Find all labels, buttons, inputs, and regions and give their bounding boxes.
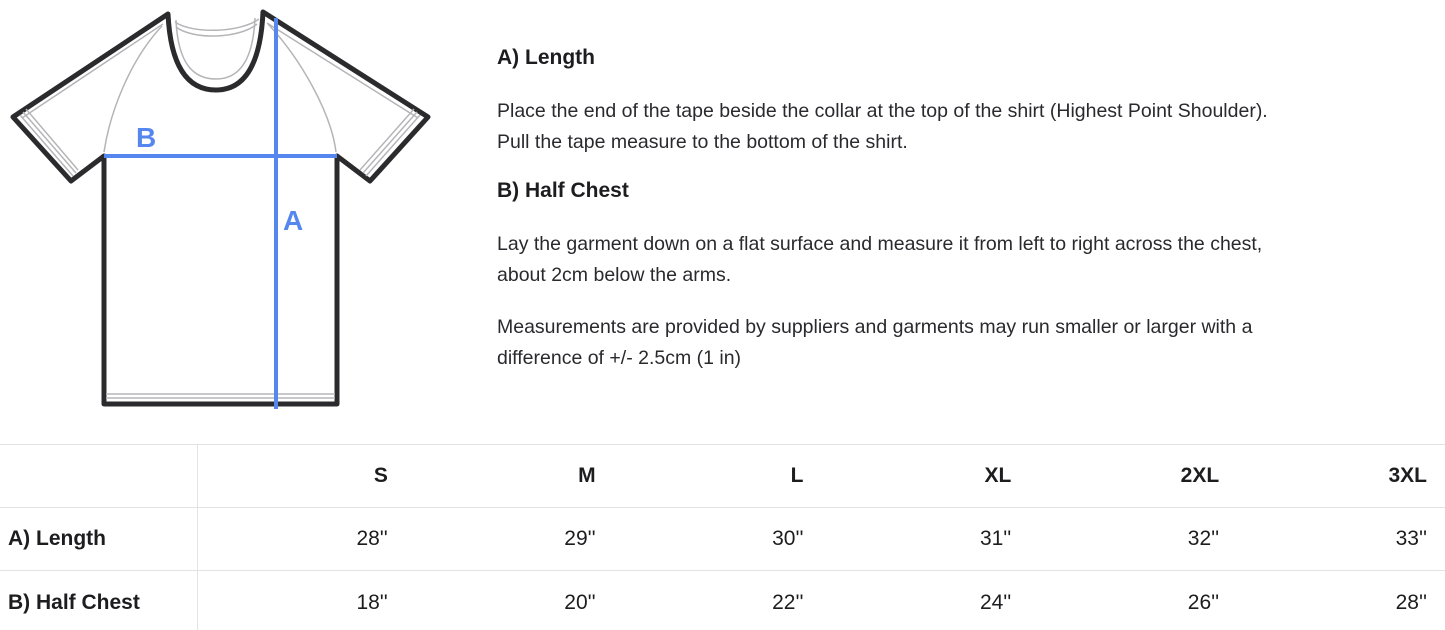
section-a-heading: A) Length	[497, 46, 595, 69]
section-b-line: about 2cm below the arms.	[497, 264, 732, 286]
half-chest-value-l: 22''	[772, 590, 804, 614]
tshirt-measurement-diagram	[0, 0, 445, 425]
supplier-note-paragraph	[497, 312, 1445, 374]
measurement-label-b: B	[136, 122, 157, 153]
supplier-note-line: difference of +/- 2.5cm (1 in)	[497, 347, 742, 369]
size-table-corner-cell	[0, 445, 198, 507]
measurement-instructions	[497, 41, 1445, 395]
section-b-line: Lay the garment down on a flat surface and measure it from left to right across the chest,	[497, 233, 1263, 255]
section-b-paragraph	[497, 229, 1445, 291]
supplier-note-line: Measurements are provided by suppliers and garments may run smaller or larger with a	[497, 316, 1253, 338]
tshirt-outline	[13, 12, 428, 404]
size-table-header-row	[0, 445, 1445, 508]
column-header-s: S	[373, 464, 388, 487]
column-header-3xl: 3XL	[1388, 464, 1427, 487]
measurement-label-a: A	[283, 205, 304, 236]
section-b-heading: B) Half Chest	[497, 179, 629, 202]
half-chest-value-2xl: 26''	[1187, 590, 1220, 614]
length-value-2xl: 32''	[1187, 527, 1220, 550]
row-label-length: A) Length	[0, 508, 198, 570]
column-header-l: L	[790, 464, 804, 487]
section-a-line: Place the end of the tape beside the collar at the top of the shirt (Highest Point Shoulder).	[497, 100, 1268, 122]
length-value-xl: 31''	[979, 527, 1012, 550]
length-value-3xl: 33''	[1395, 527, 1427, 550]
row-label-half-chest: B) Half Chest	[0, 571, 198, 630]
tshirt-diagram-svg	[0, 0, 445, 425]
length-value-m: 29''	[564, 527, 596, 550]
section-a-line: Pull the tape measure to the bottom of the shirt.	[497, 131, 908, 153]
column-header-m: M	[578, 464, 596, 487]
length-value-l: 30''	[772, 527, 804, 550]
table-row-length	[0, 508, 1445, 571]
column-header-2xl: 2XL	[1180, 464, 1220, 487]
half-chest-value-xl: 24''	[979, 590, 1012, 614]
section-a-paragraph	[497, 96, 1445, 158]
half-chest-value-m: 20''	[564, 590, 596, 614]
table-row-half-chest	[0, 571, 1445, 630]
half-chest-value-3xl: 28''	[1395, 590, 1427, 614]
half-chest-value-s: 18''	[356, 590, 388, 614]
length-value-s: 28''	[356, 527, 388, 550]
size-chart-table	[0, 444, 1445, 630]
column-header-xl: XL	[984, 464, 1012, 487]
